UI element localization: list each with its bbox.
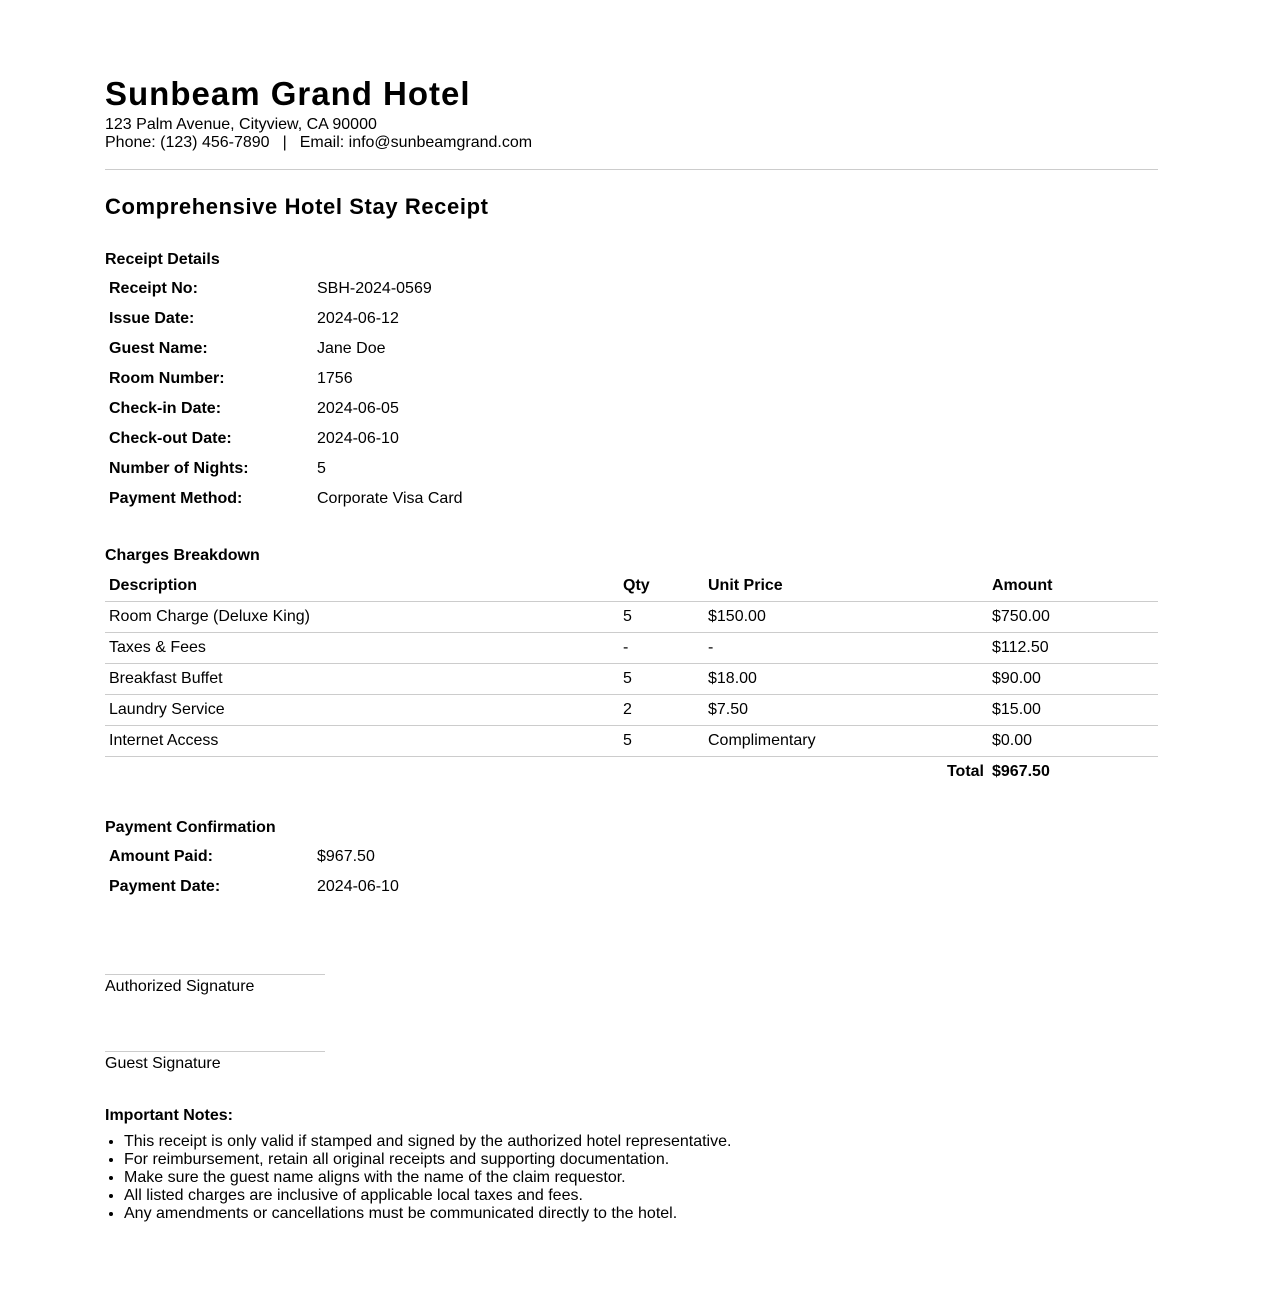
receipt-detail-row: [105, 425, 705, 455]
receipt-detail-label: Room Number:: [109, 370, 225, 387]
guest-signature-label: Guest Signature: [105, 1055, 221, 1072]
contact-separator: |: [282, 134, 287, 151]
charge-qty: 5: [619, 602, 704, 633]
receipt-detail-row: [105, 305, 705, 335]
receipt-detail-label: Number of Nights:: [109, 460, 249, 477]
charge-description: Breakfast Buffet: [105, 664, 619, 695]
payment-value: $967.50: [317, 848, 375, 865]
charge-unit-price: -: [704, 633, 988, 664]
authorized-signature-line: [105, 974, 325, 975]
receipt-details-heading: Receipt Details: [105, 251, 220, 268]
receipt-detail-label: Receipt No:: [109, 280, 198, 297]
total-value: $967.50: [992, 763, 1050, 780]
list-item: • Make sure the guest name aligns with the name of the claim requestor.: [124, 1169, 731, 1187]
receipt-detail-row: [105, 395, 705, 425]
hotel-phone-email: [105, 134, 532, 152]
payment-confirmation-heading: Payment Confirmation: [105, 819, 276, 836]
charge-qty: 5: [619, 664, 704, 695]
receipt-detail-value: 2024-06-05: [317, 400, 399, 417]
receipt-detail-label: Check-in Date:: [109, 400, 222, 417]
authorized-signature-label: Authorized Signature: [105, 978, 255, 995]
total-row: [105, 757, 1158, 788]
list-item: • This receipt is only valid if stamped and signed by the authorized hotel representative.: [124, 1133, 731, 1151]
charge-amount: $0.00: [988, 726, 1158, 757]
hotel-phone: Phone: (123) 456-7890: [105, 134, 270, 151]
column-header-unit-price: Unit Price: [704, 571, 988, 602]
receipt-detail-value: 1756: [317, 370, 353, 387]
receipt-detail-row: [105, 365, 705, 395]
receipt-detail-label: Payment Method:: [109, 490, 243, 507]
payment-label: Amount Paid:: [109, 848, 213, 865]
column-header-amount: Amount: [988, 571, 1158, 602]
hotel-name: Sunbeam Grand Hotel: [105, 75, 471, 112]
charge-qty: 2: [619, 695, 704, 726]
list-item: • Any amendments or cancellations must be communicated directly to the hotel.: [124, 1205, 731, 1223]
payment-confirmation-table: [105, 843, 705, 903]
receipt-detail-row: [105, 485, 705, 515]
payment-value: 2024-06-10: [317, 878, 399, 895]
charge-unit-price: $7.50: [704, 695, 988, 726]
receipt-detail-value: Jane Doe: [317, 340, 386, 357]
table-row: [105, 602, 1158, 633]
charge-amount: $15.00: [988, 695, 1158, 726]
charge-description: Laundry Service: [105, 695, 619, 726]
receipt-detail-row: [105, 275, 705, 305]
receipt-detail-label: Check-out Date:: [109, 430, 232, 447]
charge-amount: $750.00: [988, 602, 1158, 633]
notes-heading: Important Notes:: [105, 1107, 233, 1124]
column-header-description: Description: [105, 571, 619, 602]
receipt-detail-value: 2024-06-12: [317, 310, 399, 327]
charge-amount: $112.50: [988, 633, 1158, 664]
charge-qty: -: [619, 633, 704, 664]
receipt-detail-row: [105, 335, 705, 365]
charges-header-row: [105, 571, 1158, 602]
payment-row: [105, 843, 705, 873]
receipt-detail-row: [105, 455, 705, 485]
table-row: [105, 726, 1158, 757]
total-label: Total: [946, 763, 984, 780]
table-row: [105, 695, 1158, 726]
hotel-address: 123 Palm Avenue, Cityview, CA 90000: [105, 116, 377, 133]
charge-description: Room Charge (Deluxe King): [105, 602, 619, 633]
payment-row: [105, 873, 705, 903]
list-item: • All listed charges are inclusive of applicable local taxes and fees.: [124, 1187, 731, 1205]
charge-unit-price: $150.00: [704, 602, 988, 633]
document-title: Comprehensive Hotel Stay Receipt: [105, 194, 489, 219]
receipt-detail-label: Issue Date:: [109, 310, 195, 327]
guest-signature-line: [105, 1051, 325, 1052]
column-header-qty: Qty: [619, 571, 704, 602]
receipt-detail-label: Guest Name:: [109, 340, 208, 357]
hotel-email: Email: info@sunbeamgrand.com: [299, 134, 533, 151]
receipt-detail-value: SBH-2024-0569: [317, 280, 432, 297]
payment-label: Payment Date:: [109, 878, 221, 895]
charge-description: Internet Access: [105, 726, 619, 757]
receipt-detail-value: 2024-06-10: [317, 430, 399, 447]
receipt-details-table: [105, 275, 705, 515]
table-row: [105, 633, 1158, 664]
list-item: • For reimbursement, retain all original receipts and supporting documentation.: [124, 1151, 731, 1169]
receipt-detail-value: Corporate Visa Card: [317, 490, 463, 507]
charge-description: Taxes & Fees: [105, 633, 619, 664]
notes-list: [105, 1133, 731, 1223]
charge-amount: $90.00: [988, 664, 1158, 695]
charge-unit-price: $18.00: [704, 664, 988, 695]
charges-heading: Charges Breakdown: [105, 547, 260, 564]
charges-table: [105, 571, 1158, 787]
charge-qty: 5: [619, 726, 704, 757]
table-row: [105, 664, 1158, 695]
receipt-detail-value: 5: [317, 460, 326, 477]
hotel-contact: [105, 116, 532, 152]
header-divider: [105, 169, 1158, 170]
charge-unit-price: Complimentary: [704, 726, 988, 757]
